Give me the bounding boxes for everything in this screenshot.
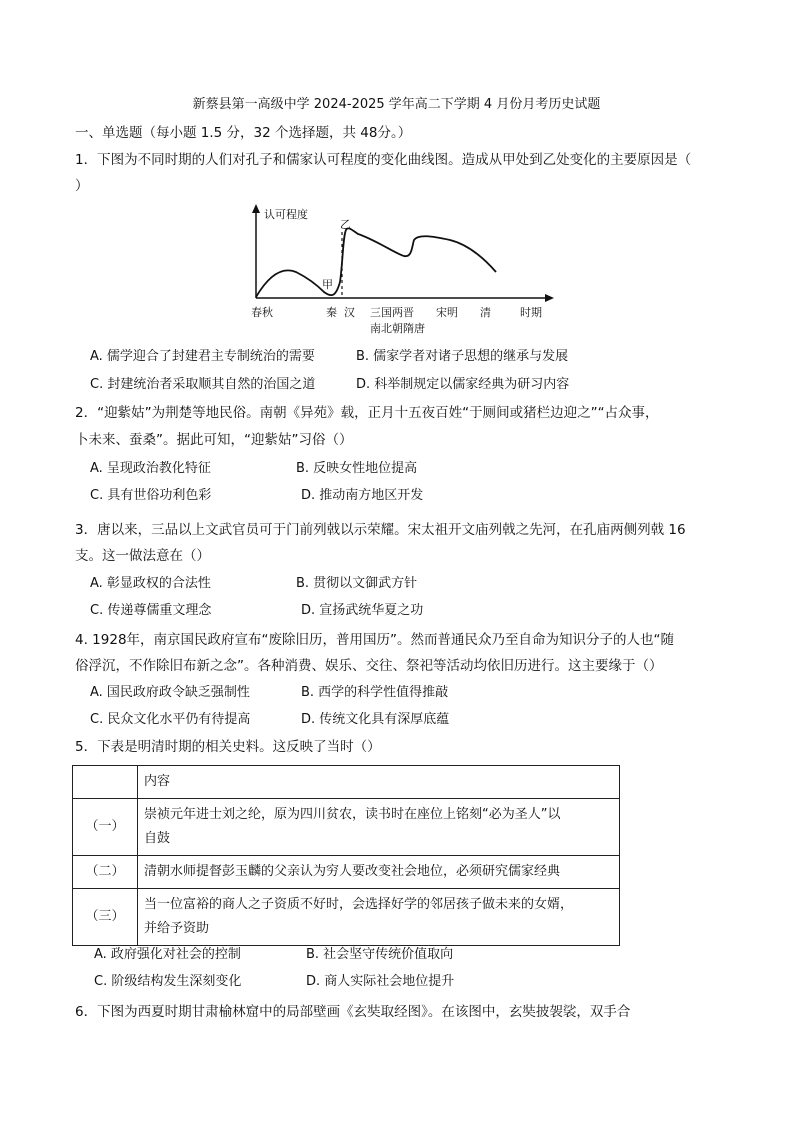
source-table bbox=[72, 765, 620, 946]
q2-option-b[interactable]: B. 反映女性地位提高 bbox=[296, 461, 418, 476]
tick-qing: 清 bbox=[480, 306, 491, 319]
label-yi: 乙 bbox=[340, 218, 351, 231]
recognition-curve bbox=[256, 228, 496, 297]
q3-stem-line2: 支。这一做法意在（） bbox=[75, 548, 210, 564]
row-text: 当一位富裕的商人之子资质不好时，会选择好学的邻居孩子做未来的女婿， bbox=[144, 897, 574, 912]
x-axis-arrow bbox=[545, 294, 554, 302]
q5-option-b[interactable]: B. 社会坚守传统价值取向 bbox=[306, 947, 454, 962]
q3-option-c[interactable]: C. 传递尊儒重文理念 bbox=[90, 603, 212, 618]
tick-nanbeichao: 南北朝隋唐 bbox=[370, 322, 425, 335]
q2-option-d[interactable]: D. 推动南方地区开发 bbox=[301, 488, 424, 503]
q4-option-c[interactable]: C. 民众文化水平仍有待提高 bbox=[90, 712, 251, 727]
q2-option-a[interactable]: A. 呈现政治教化特征 bbox=[90, 461, 211, 476]
y-axis-arrow bbox=[252, 204, 260, 213]
row-content bbox=[138, 799, 620, 856]
q5-option-a[interactable]: A. 政府强化对社会的控制 bbox=[94, 947, 241, 962]
q4-stem-line2: 俗浮沉，不作除旧布新之念”。各种消费、娱乐、交往、祭祀等活动均依旧历进行。这主要缘于（） bbox=[75, 658, 663, 674]
row-text: 并给予资助 bbox=[144, 921, 210, 936]
q2-stem-line2: 卜未来、蚕桑”。据此可知，“迎紫姑”习俗（） bbox=[75, 432, 353, 448]
q1-option-a[interactable]: A. 儒学迎合了封建君主专制统治的需要 bbox=[90, 349, 315, 364]
exam-title: 新蔡县第一高级中学 2024-2025 学年高二下学期 4 月份月考历史试题 bbox=[192, 97, 601, 112]
row-index: （一） bbox=[73, 799, 138, 856]
label-jia: 甲 bbox=[322, 278, 333, 291]
q2-stem-line1: 2．“迎紫姑”为荆楚等地民俗。南朝《异苑》载，正月十五夜百姓“于厕间或猪栏边迎之”“占众事， bbox=[75, 405, 659, 421]
q1-option-b[interactable]: B. 儒家学者对诸子思想的继承与发展 bbox=[356, 349, 569, 364]
row-content: 清朝水师提督彭玉麟的父亲认为穷人要改变社会地位，必须研究儒家经典 bbox=[138, 856, 620, 889]
q1-stem-line2: ） bbox=[75, 178, 89, 194]
q3-option-d[interactable]: D. 宣扬武统华夏之功 bbox=[301, 603, 424, 618]
q6-stem-line1: 6．下图为西夏时期甘肃榆林窟中的局部壁画《玄奘取经图》。在该图中，玄奘披袈裟，双手合 bbox=[75, 1004, 631, 1020]
table-header-row bbox=[73, 766, 620, 799]
tick-chunqiu: 春秋 bbox=[251, 306, 273, 319]
tick-han: 汉 bbox=[344, 306, 355, 319]
q2-option-c[interactable]: C. 具有世俗功利色彩 bbox=[90, 488, 212, 503]
row-content bbox=[138, 889, 620, 946]
q3-option-b[interactable]: B. 贯彻以文御武方针 bbox=[296, 576, 418, 591]
recognition-chart bbox=[236, 200, 566, 340]
tick-qin: 秦 bbox=[326, 306, 337, 319]
q4-option-a[interactable]: A. 国民政府政令缺乏强制性 bbox=[90, 685, 250, 700]
table-row bbox=[73, 856, 620, 889]
table-cell bbox=[73, 766, 138, 799]
row-text: 自鼓 bbox=[144, 831, 171, 846]
q4-option-b[interactable]: B. 西学的科学性值得推敲 bbox=[301, 685, 449, 700]
tick-songming: 宋明 bbox=[436, 306, 458, 319]
table-header-content: 内容 bbox=[138, 766, 620, 799]
table-row bbox=[73, 889, 620, 946]
q3-stem-line1: 3．唐以来，三品以上文武官员可于门前列戟以示荣耀。宋太祖开文庙列戟之先河，在孔庙两侧列戟 16 bbox=[75, 522, 686, 538]
row-text: 崇祯元年进士刘之纶，原为四川贫农，读书时在座位上铭刻“必为圣人”以 bbox=[144, 807, 561, 822]
row-index: （三） bbox=[73, 889, 138, 946]
q4-stem-line1: 4. 1928年，南京国民政府宣布“废除旧历，普用国历”。然而普通民众乃至自命为知识分子的人也“随 bbox=[75, 632, 675, 648]
q3-option-a[interactable]: A. 彰显政权的合法性 bbox=[90, 576, 211, 591]
q1-stem-line1: 1．下图为不同时期的人们对孔子和儒家认可程度的变化曲线图。造成从甲处到乙处变化的主要原因是（ bbox=[75, 152, 692, 168]
q5-option-d[interactable]: D. 商人实际社会地位提升 bbox=[306, 974, 455, 989]
x-axis-label: 时期 bbox=[520, 306, 542, 319]
tick-sanguo: 三国两晋 bbox=[370, 306, 414, 319]
y-axis-label: 认可程度 bbox=[264, 208, 308, 221]
q1-option-d[interactable]: D. 科举制规定以儒家经典为研习内容 bbox=[356, 377, 570, 392]
table-row bbox=[73, 799, 620, 856]
q1-option-c[interactable]: C. 封建统治者采取顺其自然的治国之道 bbox=[90, 377, 316, 392]
section-heading: 一、单选题（每小题 1.5 分，32 个选择题，共 48分。） bbox=[75, 125, 412, 141]
q5-option-c[interactable]: C. 阶级结构发生深刻变化 bbox=[94, 974, 242, 989]
q5-stem: 5．下表是明清时期的相关史料。这反映了当时（） bbox=[75, 739, 381, 755]
row-index: （二） bbox=[73, 856, 138, 889]
q4-option-d[interactable]: D. 传统文化具有深厚底蕴 bbox=[301, 712, 450, 727]
